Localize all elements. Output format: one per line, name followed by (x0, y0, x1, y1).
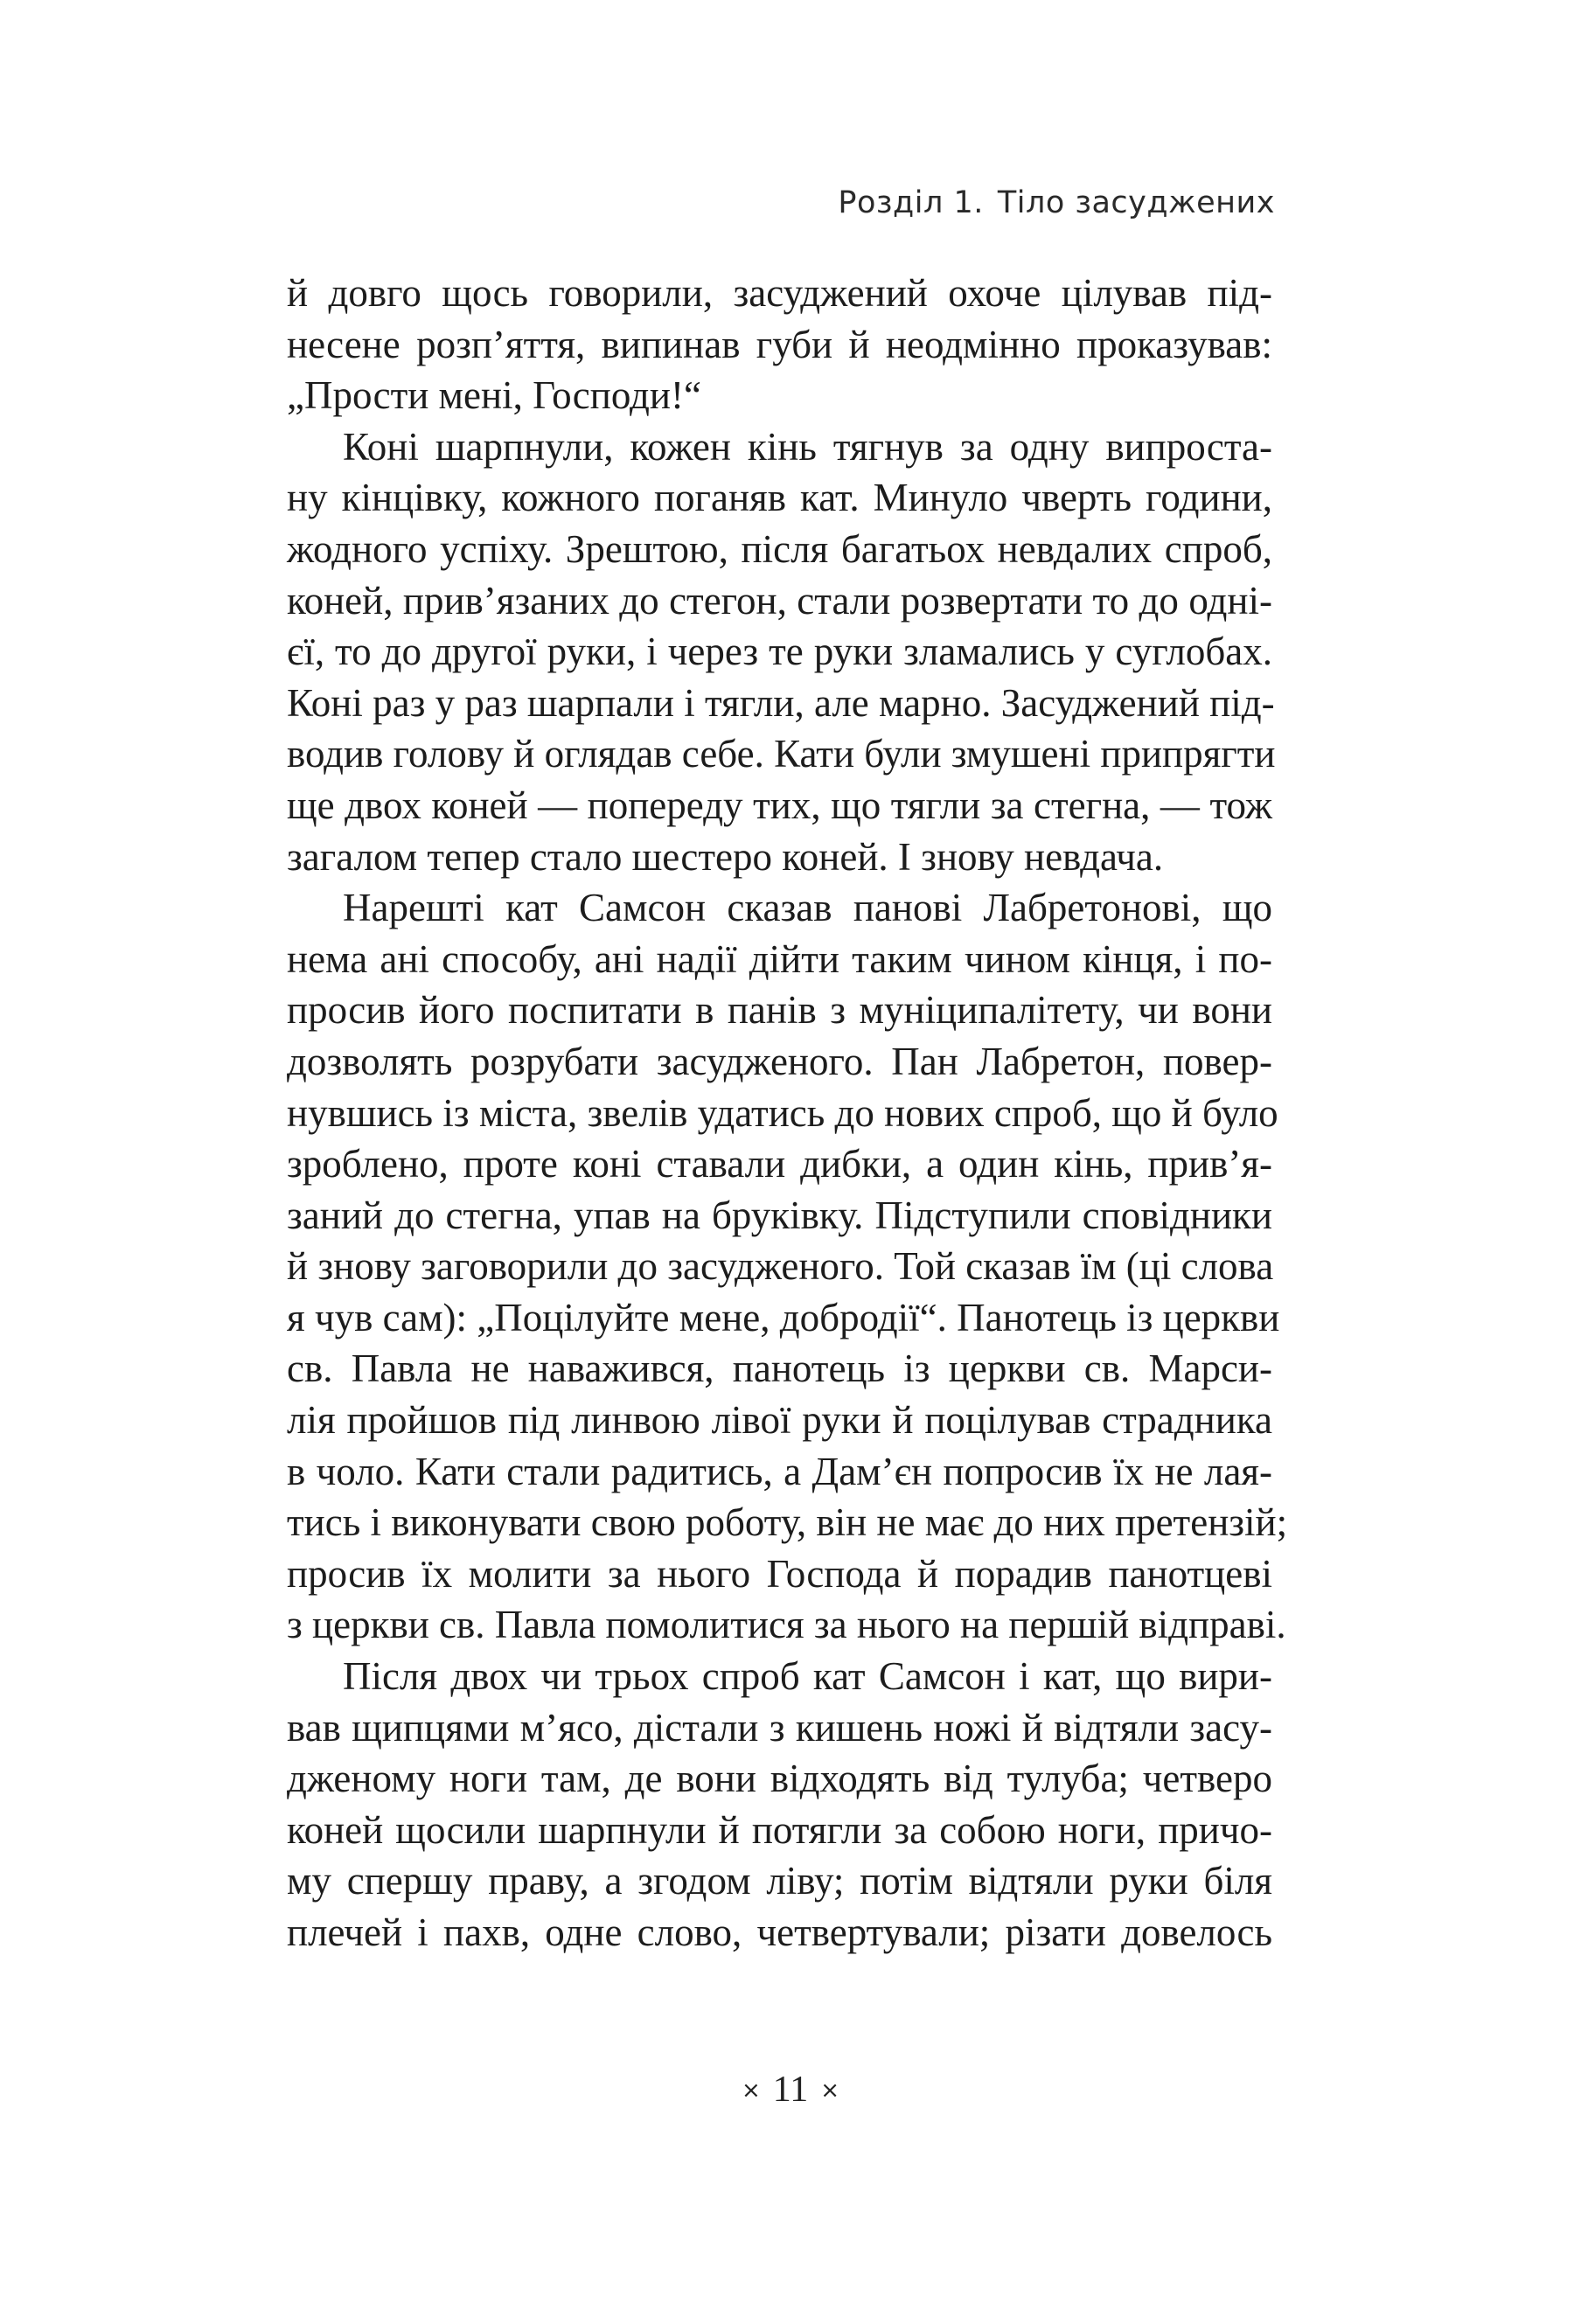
text-line: „Прости мені, Господи!“ (287, 373, 701, 418)
text-line: вав щипцями м’ясо, дістали з кишень ножі й відтяли засу- (287, 1705, 1272, 1750)
text-line: Нарешті кат Самсон сказав панові Лабретонові, що (343, 886, 1272, 930)
text-line: св. Павла не наважився, панотець із церкви св. Марси- (287, 1346, 1272, 1391)
text-line: з церкви св. Павла помолитися за нього на першій відправі. (287, 1603, 1286, 1647)
text-line: тись і виконувати свою роботу, він не має до них претензій; (287, 1500, 1288, 1545)
text-line: Після двох чи трьох спроб кат Самсон і кат, що вири- (343, 1654, 1272, 1699)
text-line: нема ані способу, ані надії дійти таким чином кінця, і по- (287, 936, 1272, 981)
text-line: заний до стегна, упав на бруківку. Підступили сповідники (287, 1193, 1272, 1237)
text-line: я чув сам): „Поцілуйте мене, добродії“. Панотець із церкви (287, 1295, 1280, 1339)
text-line: просив їх молити за нього Господа й порадив панотцеві (287, 1551, 1272, 1596)
body-text (287, 268, 1288, 1959)
paragraph (287, 882, 1288, 1651)
text-line: просив його поспитати в панів з муніципалітету, чи вони (287, 988, 1272, 1033)
text-line: дозволять розрубати засудженого. Пан Лабретон, повер- (287, 1039, 1272, 1083)
chapter-label: Розділ 1. (838, 185, 984, 220)
text-line: плечей і пахв, одне слово, четвертували; різати довелось (287, 1910, 1272, 1954)
page-footer (0, 2069, 1581, 2111)
text-line: жодного успіху. Зрештою, після багатьох невдалих спроб, (287, 526, 1272, 571)
text-line: коней, прив’язаних до стегон, стали розвертати то до одні- (287, 578, 1272, 623)
text-line: в чоло. Кати стали радитись, а Дам’єн попросив їх не лая- (287, 1449, 1272, 1493)
text-line: му спершу праву, а згодом ліву; потім відтяли руки біля (287, 1859, 1272, 1903)
folio-ornament-right: × (820, 2077, 840, 2104)
text-line: й довго щось говорили, засуджений охоче цілував під- (287, 271, 1272, 315)
text-line: лія пройшов під линвою лівої руки й поцілував страдника (287, 1398, 1272, 1443)
text-line: Коні шарпнули, кожен кінь тягнув за одну випроста- (343, 424, 1272, 469)
paragraph (287, 268, 1272, 421)
text-line: й знову заговорили до засудженого. Той сказав їм (ці слова (287, 1244, 1274, 1289)
text-line: дженому ноги там, де вони відходять від тулуба; четверо (287, 1757, 1272, 1801)
paragraph (287, 1651, 1272, 1959)
text-line: Коні раз у раз шарпали і тягли, але марно. Засуджений під- (287, 680, 1275, 725)
text-line: нувшись із міста, звелів удатись до нових спроб, що й було (287, 1090, 1278, 1135)
text-line: ще двох коней — попереду тих, що тягли за стегна, — тож (287, 783, 1272, 827)
text-line: коней щосили шарпнули й потягли за собою ноги, причо- (287, 1807, 1272, 1852)
paragraph (287, 421, 1276, 882)
text-line: водив голову й оглядав себе. Кати були змушені припрягти (287, 732, 1276, 776)
text-line: ну кінцівку, кожного поганяв кат. Минуло чверть години, (287, 476, 1272, 520)
chapter-title: Тіло засуджених (997, 185, 1275, 220)
running-header (838, 185, 1275, 220)
folio-ornament-left: × (741, 2077, 761, 2104)
text-line: зроблено, проте коні ставали дибки, а один кінь, прив’я- (287, 1142, 1272, 1186)
page-number: 11 (772, 2070, 809, 2110)
text-line: загалом тепер стало шестеро коней. І знову невдача. (287, 834, 1164, 879)
text-line: єї, то до другої руки, і через те руки зламались у суглобах. (287, 630, 1272, 674)
text-line: несене розп’яття, випинав губи й неодмінно проказував: (287, 322, 1272, 366)
